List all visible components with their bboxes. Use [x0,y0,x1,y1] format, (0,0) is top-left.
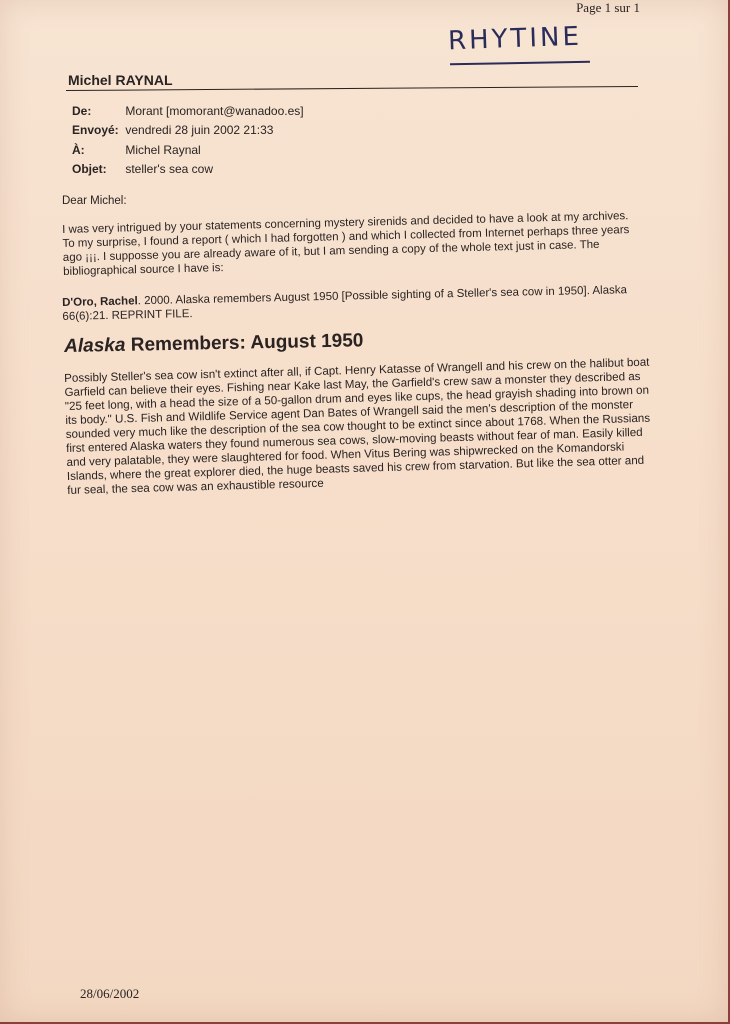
greeting: Dear Michel: [62,195,127,207]
subject-label: Objet: [72,162,107,176]
citation-details: . 2000. Alaska remembers August 1950 [Possible sighting of a Steller's sea cow in 1950]. Alaska 66(6):21. REPRINT FILE. [62,284,628,323]
sent-row [72,123,273,137]
page-number: Page 1 sur 1 [576,0,640,15]
from-row [72,104,304,118]
subject-row [72,162,213,176]
citation-author: D'Oro, Rachel [62,295,138,309]
article-title [64,330,364,358]
to-row [72,143,201,157]
sender-name: Michel RAYNAL [68,72,173,88]
from-value: Morant [momorant@wanadoo.es] [125,104,304,118]
handwritten-underline [450,61,590,65]
sent-value: vendredi 28 juin 2002 21:33 [125,123,274,137]
handwritten-note: RHYTINE [447,21,583,57]
article-title-italic: Alaska [64,334,126,357]
sent-label: Envoyé: [72,123,119,137]
article-title-rest: Remembers: August 1950 [125,330,364,356]
from-label: De: [72,104,92,118]
footer-date: 28/06/2002 [80,986,140,1001]
subject-value: steller's sea cow [125,162,213,176]
intro-paragraph: I was very intrigued by your statements concerning mystery sirenids and decided to have a look at my archives. To my surprise, I found a report ( which I had forgotten ) and which I collected from Internet perhaps three years ago ¡¡¡. I supposse you are already aware of it, but I am sending a copy of the whole text just in case. The bibliographical source I have is: [62,210,630,278]
citation [62,283,632,324]
to-value: Michel Raynal [125,143,201,157]
article-body: Possibly Steller's sea cow isn't extinct after all, if Capt. Henry Katasse of Wrangell and his crew on the halibut boat Garfield can believe their eyes. Fishing near Kake last May, the Garfield's crew saw a monster they described as "25 feet long, with a head the size of a 50-gallon drum and eyes like cups, the head grayish shading into brown on its body." U.S. Fish and Wildlife Service agent Dan Bates of Wrangell said the men's description of the monster sounded very much like the description of the sea cow thought to be extinct since about 1768. When the Russians first entered Alaska waters they found numerous sea cows, slow-moving beasts without fear of man. Easily killed and very palatable, they were slaughtered for food. When Vitus Bering was shipwrecked on the Komandorski Islands, where the great explorer died, the huge beasts saved his crew from starvation. But like the sea otter and fur seal, the sea cow was an exhaustible resource [64,355,651,497]
to-label: À: [72,143,85,157]
